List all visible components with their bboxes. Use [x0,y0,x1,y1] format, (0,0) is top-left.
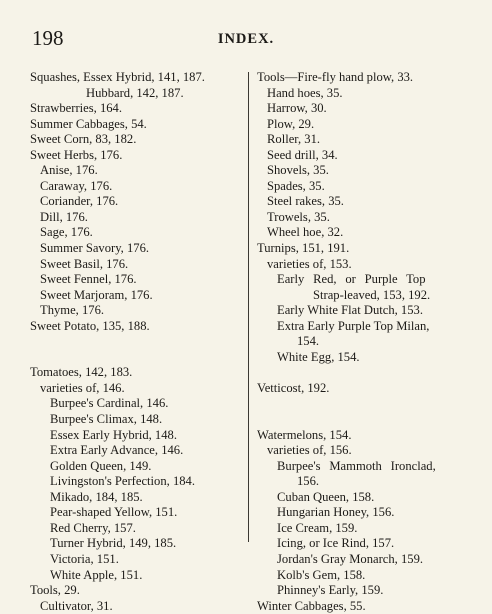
index-entry: Sweet Potato, 135, 188. [30,318,150,333]
index-entry: Icing, or Ice Rind, 157. [277,536,395,551]
index-entry: White Egg, 154. [277,349,360,364]
index-spacer [30,350,245,366]
index-entry: Shovels, 35. [267,163,329,178]
index-spacer [257,365,477,381]
index-entry: Red Cherry, 157. [50,520,136,535]
index-entry: Burpee's Mammoth Ironclad, [277,458,436,473]
index-entry: Ice Cream, 159. [277,520,358,535]
index-entry: Hungarian Honey, 156. [277,505,395,520]
index-entry: Mikado, 184, 185. [50,489,143,504]
index-entry: Essex Early Hybrid, 148. [50,427,177,442]
index-entry: Coriander, 176. [40,194,119,209]
index-entry: Kolb's Gem, 158. [277,567,366,582]
index-entry: Vetticost, 192. [257,380,330,395]
index-entry: White Apple, 151. [50,567,143,582]
index-entry: Trowels, 35. [267,209,330,224]
index-entry: Sweet Marjoram, 176. [40,287,153,302]
index-entry: 154. [297,334,320,349]
index-entry: Hand hoes, 35. [267,85,343,100]
index-entry: Extra Early Purple Top Milan, [277,318,430,333]
index-entry: Turner Hybrid, 149, 185. [50,536,177,551]
index-entry: Livingston's Perfection, 184. [50,474,195,489]
index-entry: Golden Queen, 149. [50,458,152,473]
index-entry: Cuban Queen, 158. [277,489,375,504]
index-entry: Sweet Corn, 83, 182. [30,132,137,147]
index-entry: Spades, 35. [267,178,325,193]
index-entry: Tomatoes, 142, 183. [30,365,133,380]
index-entry: Seed drill, 34. [267,147,338,162]
index-spacer [30,334,245,350]
page-title: INDEX. [217,31,275,47]
index-entry: Tools, 29. [30,583,80,598]
index-entry: varieties of, 153. [267,256,352,271]
index-entry: varieties of, 146. [40,380,125,395]
index-entry: Sage, 176. [40,225,93,240]
index-entry: Strap-leaved, 153, 192. [313,287,431,302]
index-entry: 156. [297,474,320,489]
index-entry: Extra Early Advance, 146. [50,443,184,458]
index-entry: varieties of, 156. [267,443,352,458]
index-entry: Squashes, Essex Hybrid, 141, 187. [30,70,205,84]
index-entry: Early Red, or Purple Top [277,272,426,287]
index-entry: Plow, 29. [267,116,315,131]
index-entry: Sweet Herbs, 176. [30,147,123,162]
index-entry: Phinney's Early, 159. [277,583,384,598]
index-entry: Anise, 176. [40,163,98,178]
index-spacer [257,396,477,412]
index-entry: Pear-shaped Yellow, 151. [50,505,178,520]
index-entry: Strawberries, 164. [30,101,122,116]
index-entry: Summer Savory, 176. [40,241,150,256]
index-entry: Watermelons, 154. [257,427,352,442]
index-column-right [257,70,477,614]
index-spacer [257,412,477,428]
index-entry: Roller, 31. [267,132,321,147]
index-entry: Early White Flat Dutch, 153. [277,303,423,318]
index-entry: Victoria, 151. [50,551,119,566]
index-entry: Summer Cabbages, 54. [30,116,147,131]
index-entry: Wheel hoe, 32. [267,225,344,240]
index-entry: Burpee's Cardinal, 146. [50,396,169,411]
index-entry: Cultivator, 31. [40,598,113,613]
column-divider [248,72,249,542]
index-entry: Steel rakes, 35. [267,194,344,209]
index-entry: Hubbard, 142, 187. [86,85,184,100]
index-entry: Sweet Basil, 176. [40,256,129,271]
index-column-left [30,70,245,614]
index-entry: Winter Cabbages, 55. [257,598,366,613]
index-entry: Turnips, 151, 191. [257,241,350,256]
index-entry: Burpee's Climax, 148. [50,412,163,427]
index-entry: Sweet Fennel, 176. [40,272,137,287]
page-number: 198 [32,26,64,50]
index-entry: Jordan's Gray Monarch, 159. [277,551,424,566]
index-entry: Harrow, 30. [267,101,327,116]
index-entry: Dill, 176. [40,209,88,224]
index-entry: Thyme, 176. [40,303,105,318]
index-entry: Tools—Fire-fly hand plow, 33. [257,70,414,84]
index-entry: Caraway, 176. [40,178,113,193]
